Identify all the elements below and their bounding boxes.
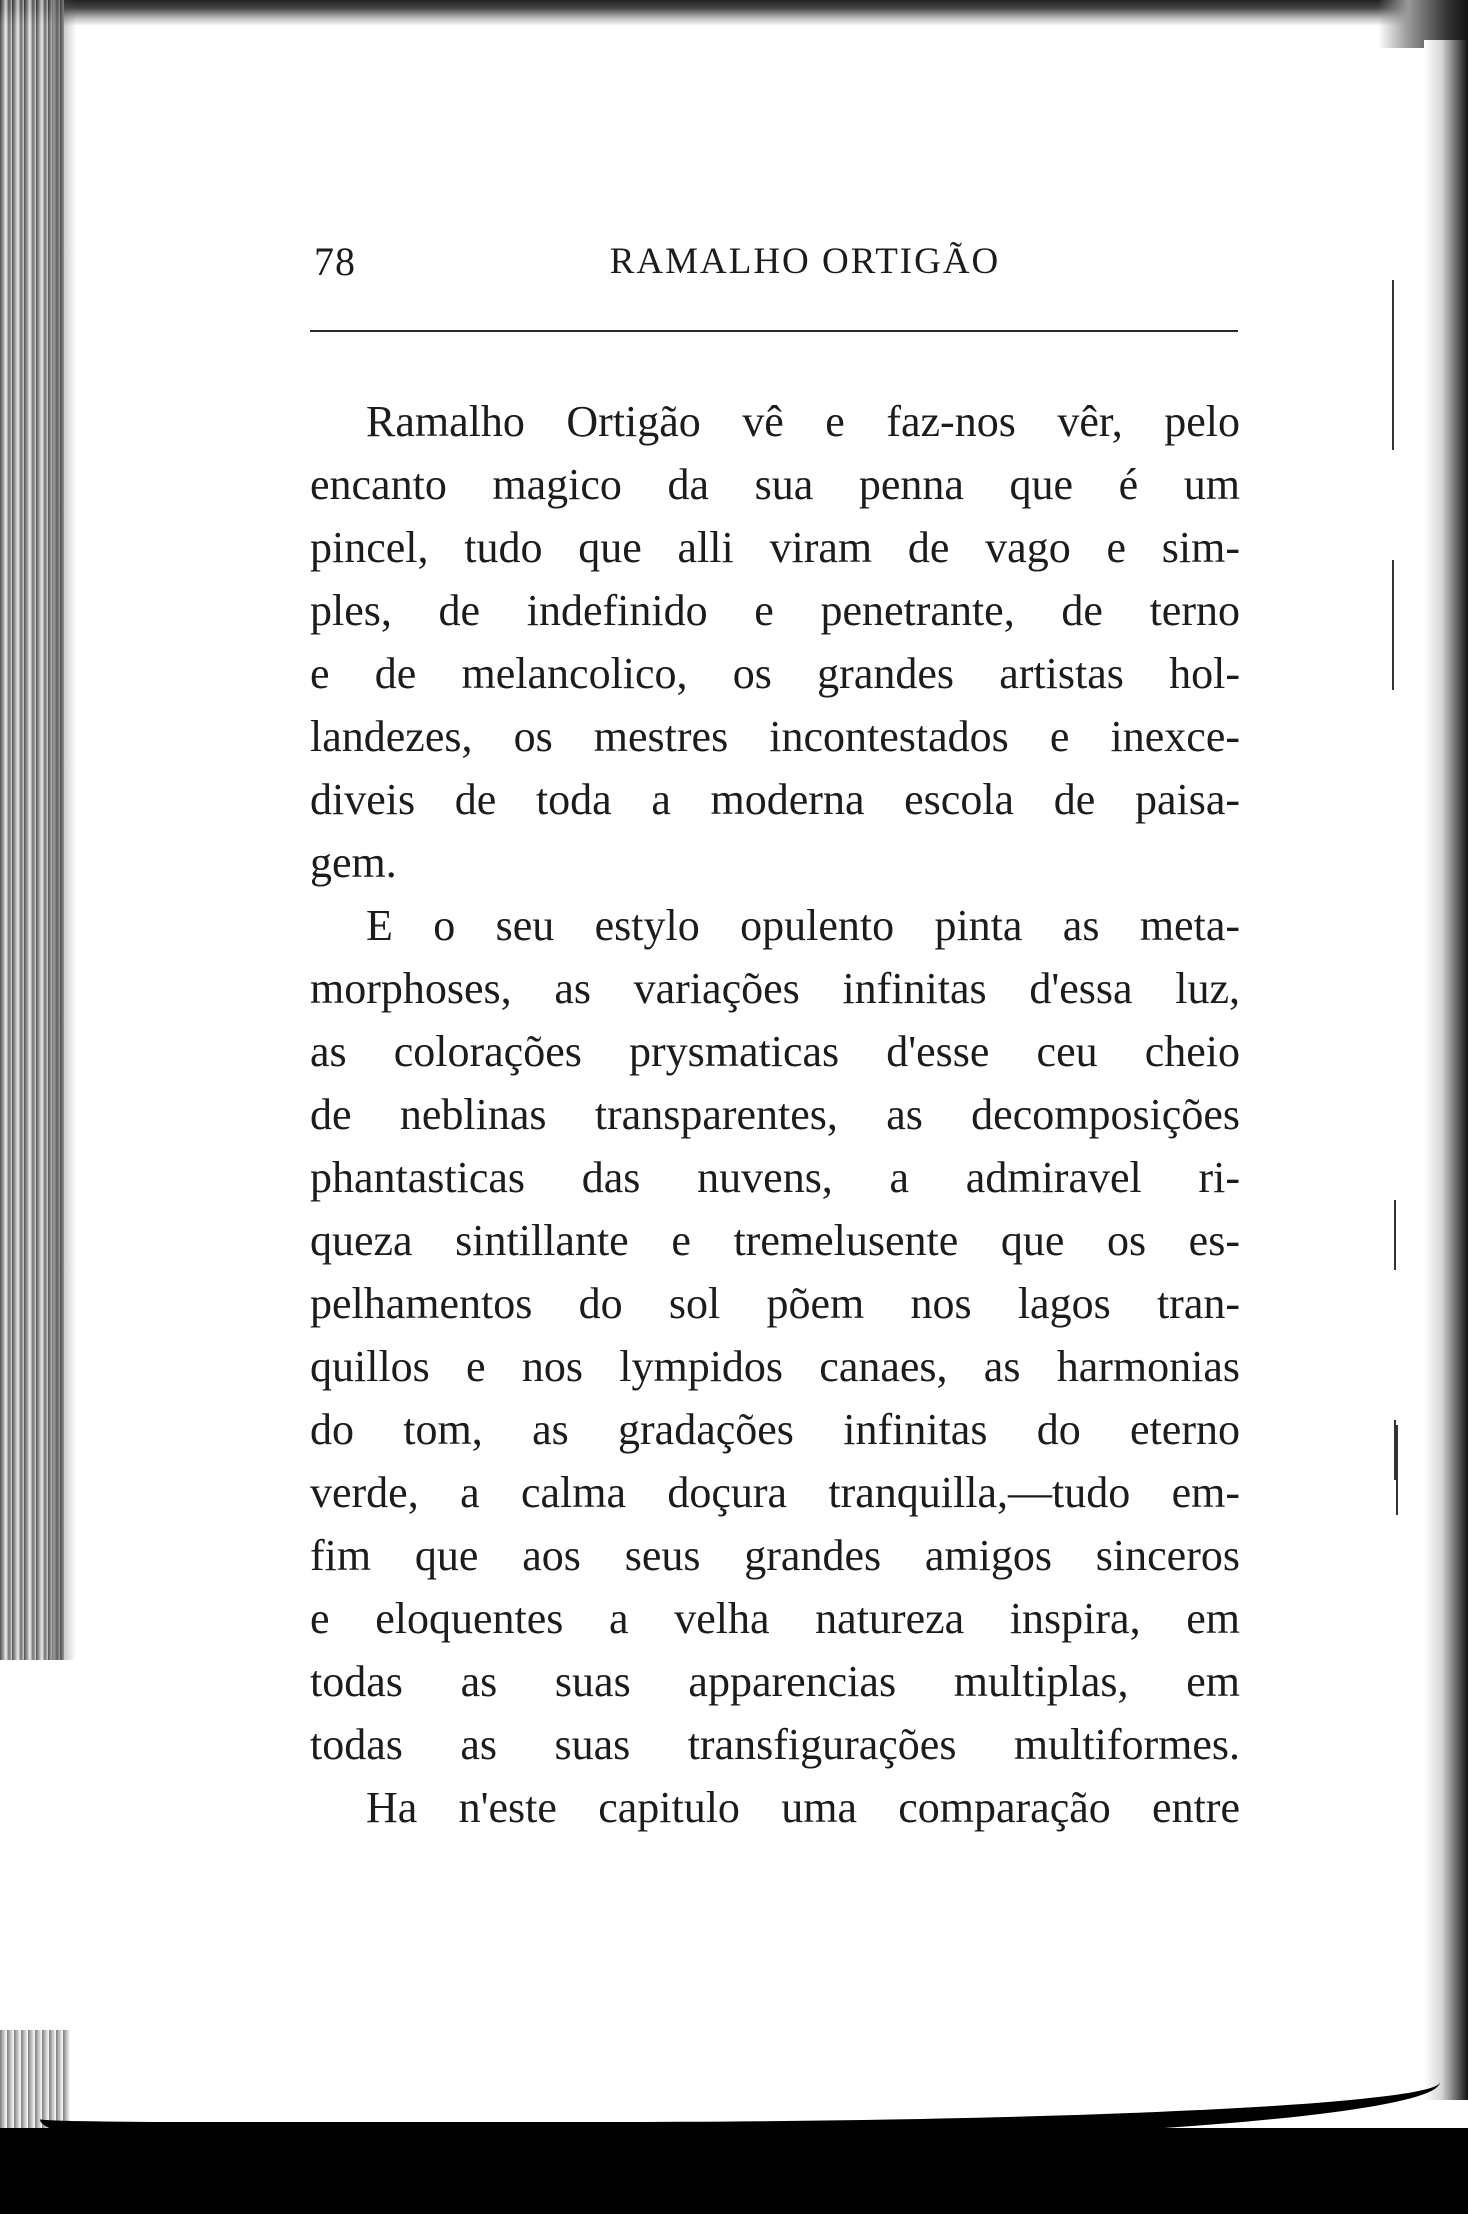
text-line: E o seu estylo opulento pinta as meta-	[366, 901, 1240, 950]
text-line: encanto magico da sua penna que é um	[310, 460, 1240, 509]
page-edge-left-shadow	[52, 0, 76, 1660]
margin-mark	[1392, 280, 1394, 450]
text-line: ples, de indefinido e penetrante, de terno	[310, 586, 1240, 635]
text-line: e eloquentes a velha natureza inspira, em	[310, 1594, 1240, 1643]
text-line: as colorações prysmaticas d'esse ceu cheio	[310, 1027, 1240, 1076]
page-edge-top	[0, 0, 1468, 26]
body-text	[310, 390, 1240, 1839]
page-number: 78	[314, 239, 356, 284]
header-rule	[310, 330, 1238, 332]
text-line: Ramalho Ortigão vê e faz-nos vêr, pelo	[366, 397, 1240, 446]
text-line: quillos e nos lympidos canaes, as harmonias	[310, 1342, 1240, 1391]
margin-mark	[1394, 1200, 1396, 1270]
text-line: e de melancolico, os grandes artistas hol-	[310, 649, 1240, 698]
text-line: queza sintillante e tremelusente que os es-	[310, 1216, 1240, 1265]
text-line: gem.	[310, 838, 397, 887]
text-line: pelhamentos do sol põem nos lagos tran-	[310, 1279, 1240, 1328]
margin-mark	[1392, 560, 1394, 690]
margin-mark	[1396, 1425, 1398, 1515]
text-line: todas as suas apparencias multiplas, em	[310, 1657, 1240, 1706]
text-line: verde, a calma doçura tranquilla,—tudo em-	[310, 1468, 1240, 1517]
text-line: landezes, os mestres incontestados e inexce-	[310, 712, 1240, 761]
text-line: do tom, as gradações infinitas do eterno	[310, 1405, 1240, 1454]
page-edge-right	[1424, 40, 1468, 2100]
text-line: diveis de toda a moderna escola de paisa-	[310, 775, 1240, 824]
running-title: RAMALHO ORTIGÃO	[609, 241, 1001, 282]
text-line: morphoses, as variações infinitas d'essa luz,	[310, 964, 1240, 1013]
running-head	[310, 230, 1240, 290]
text-line: Ha n'este capitulo uma comparação entre	[366, 1783, 1240, 1832]
text-line: fim que aos seus grandes amigos sinceros	[310, 1531, 1240, 1580]
text-line: phantasticas das nuvens, a admiravel ri-	[310, 1153, 1240, 1202]
text-line: todas as suas transfigurações multiformes.	[310, 1720, 1240, 1769]
page-edge-bottom	[0, 2128, 1468, 2214]
text-line: pincel, tudo que alli viram de vago e sim-	[310, 523, 1240, 572]
text-line: de neblinas transparentes, as decomposições	[310, 1090, 1240, 1139]
